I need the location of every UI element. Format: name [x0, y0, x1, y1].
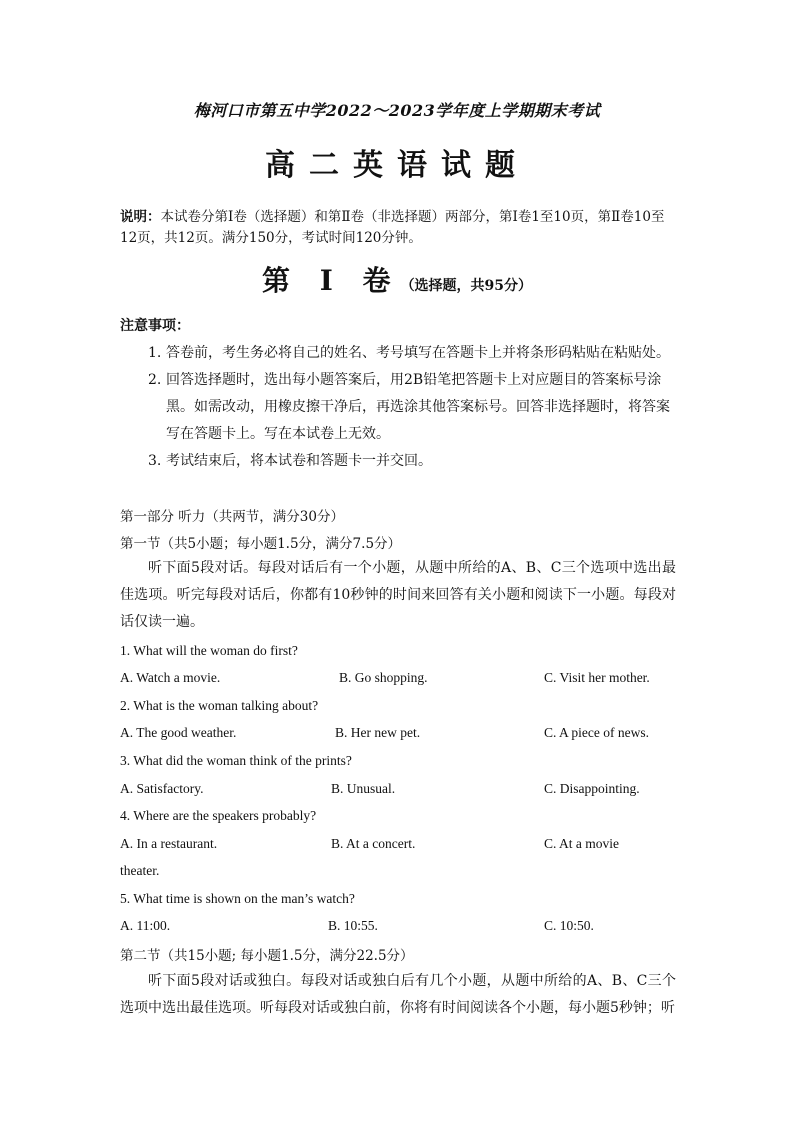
- question-options: [120, 670, 676, 690]
- note-number: 1.: [148, 345, 162, 361]
- notes-list: [148, 340, 676, 475]
- option-a: A. In a restaurant.: [120, 836, 218, 851]
- part-one-subtitle: （选择题，共95分）: [400, 278, 533, 294]
- notes-label: 注意事项：: [120, 318, 190, 334]
- note-text: 回答选择题时，选出每小题答案后，用2B铅笔把答题卡上对应题目的答案标号涂黑。如需改动，用橡皮擦干净后，再选涂其他答案标号。回答非选择题时，将答案写在答题卡上。写在本试卷上无效。: [166, 372, 670, 442]
- option-c: C. 10:50.: [544, 918, 594, 933]
- section-two-heading: 第二节（共15小题; 每小题1.5分，满分22.5分）: [120, 948, 414, 964]
- option-c: C. At a movie: [544, 836, 619, 851]
- option-a: A. The good weather.: [120, 725, 237, 740]
- note-item: [148, 448, 676, 475]
- exam-description: [120, 207, 676, 249]
- listening-part-heading: 第一部分 听力（共两节，满分30分）: [120, 509, 344, 525]
- note-text: 考试结束后，将本试卷和答题卡一并交回。: [166, 453, 432, 469]
- option-c-continuation: theater.: [120, 863, 160, 878]
- option-b: B. At a concert.: [331, 836, 416, 851]
- question-stem: 3. What did the woman think of the prints?: [120, 753, 352, 768]
- question-options: [120, 725, 676, 745]
- option-c: C. A piece of news.: [544, 725, 649, 740]
- note-item: [148, 340, 676, 367]
- option-a: A. 11:00.: [120, 918, 171, 933]
- note-item: [148, 367, 676, 448]
- section-two-instructions: 听下面5段对话或独白。每段对话或独白后有几个小题，从题中所给的A、B、C三个选项中选出最佳选项。听每段对话或独白前，你将有时间阅读各个小题，每小题5秒钟；听: [120, 973, 676, 1016]
- question-options: [120, 918, 676, 938]
- description-label: 说明：: [120, 209, 161, 225]
- question-stem: 1. What will the woman do first?: [120, 643, 298, 658]
- section-one-heading: 第一节（共5小题；每小题1.5分，满分7.5分）: [120, 536, 402, 552]
- description-text: 本试卷分第Ⅰ卷（选择题）和第Ⅱ卷（非选择题）两部分，第Ⅰ卷1至10页，第Ⅱ卷10至12页，共12页。满分150分，考试时间120分钟。: [120, 209, 665, 246]
- question-options: [120, 836, 676, 856]
- section-one-instructions: 听下面5段对话。每段对话后有一个小题，从题中所给的A、B、C三个选项中选出最佳选项。听完每段对话后，你都有10秒钟的时间来回答有关小题和阅读下一小题。每段对话仅读一遍。: [120, 560, 676, 630]
- option-b: B. Go shopping.: [339, 670, 428, 685]
- option-b: B. 10:55.: [328, 918, 378, 933]
- note-text: 答卷前，考生务必将自己的姓名、考号填写在答题卡上并将条形码粘贴在粘贴处。: [166, 345, 670, 361]
- part-one-heading: [0, 259, 794, 299]
- option-a: A. Satisfactory.: [120, 781, 204, 796]
- note-number: 2.: [148, 372, 162, 388]
- option-c: C. Visit her mother.: [544, 670, 650, 685]
- exam-title: 高二英语试题: [265, 148, 529, 183]
- option-a: A. Watch a movie.: [120, 670, 221, 685]
- part-one-title: 第 Ⅰ 卷: [261, 264, 401, 297]
- question-stem: 2. What is the woman talking about?: [120, 698, 319, 713]
- question-options: [120, 781, 676, 801]
- school-exam-title: 梅河口市第五中学2022～2023学年度上学期期末考试: [193, 101, 601, 120]
- note-number: 3.: [148, 453, 162, 469]
- option-b: B. Unusual.: [331, 781, 396, 796]
- option-c: C. Disappointing.: [544, 781, 640, 796]
- question-stem: 5. What time is shown on the man’s watch?: [120, 891, 355, 906]
- question-stem: 4. Where are the speakers probably?: [120, 808, 317, 823]
- option-b: B. Her new pet.: [335, 725, 421, 740]
